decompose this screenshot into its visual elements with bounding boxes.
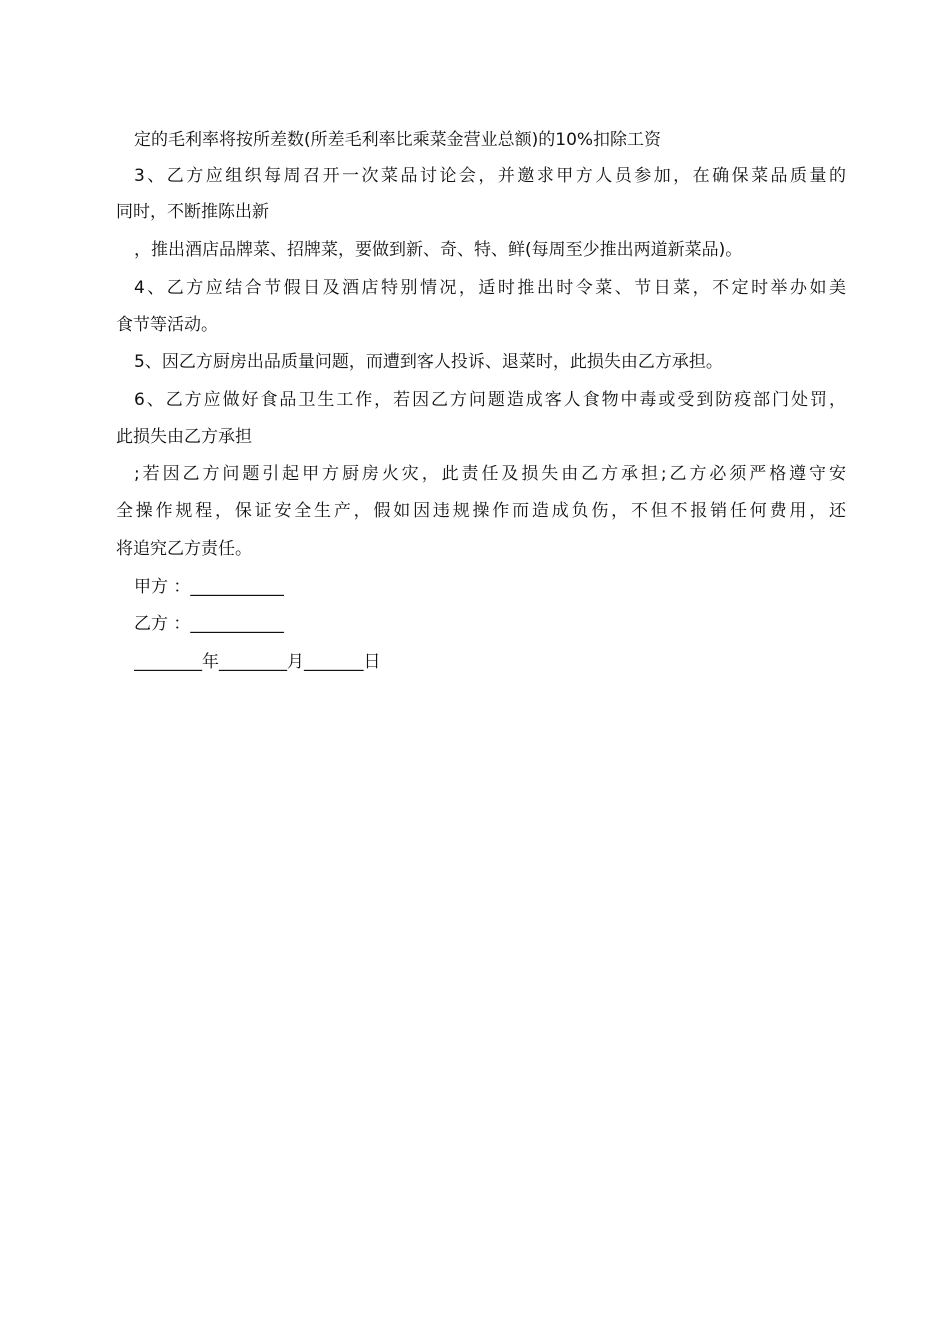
text-line-7: 5、因乙方厨房出品质量问题，而遭到客人投诉、退菜时，此损失由乙方承担。: [134, 352, 723, 372]
text-line-10: ;若因乙方问题引起甲方厨房火灾，此责任及损失由乙方承担;乙方必须严格遵守安: [134, 464, 846, 484]
text-line-1: 定的毛利率将按所差数(所差毛利率比乘菜金营业总额)的10%扣除工资: [134, 130, 662, 150]
text-line-3: 同时，不断推陈出新: [116, 202, 269, 222]
date-line: ________年________月_______日: [134, 652, 381, 672]
text-line-9: 此损失由乙方承担: [116, 427, 252, 447]
text-line-6: 食节等活动。: [116, 315, 218, 335]
text-line-12: 将追究乙方责任。: [116, 539, 252, 559]
text-line-8: 6、乙方应做好食品卫生工作，若因乙方问题造成客人食物中毒或受到防疫部门处罚，: [134, 390, 846, 410]
party-a-signature-line: 甲方 ：___________: [134, 577, 284, 597]
text-line-4: ，推出酒店品牌菜、招牌菜，要做到新、奇、特、鲜(每周至少推出两道新菜品)。: [134, 240, 743, 260]
text-line-11: 全操作规程，保证安全生产，假如因违规操作而造成负伤，不但不报销任何费用，还: [116, 501, 846, 521]
party-b-signature-line: 乙方 ：___________: [134, 614, 284, 634]
text-line-2: 3、乙方应组织每周召开一次菜品讨论会，并邀求甲方人员参加，在确保菜品质量的: [134, 166, 846, 186]
text-line-5: 4、乙方应结合节假日及酒店特别情况，适时推出时令菜、节日菜，不定时举办如美: [134, 278, 846, 298]
